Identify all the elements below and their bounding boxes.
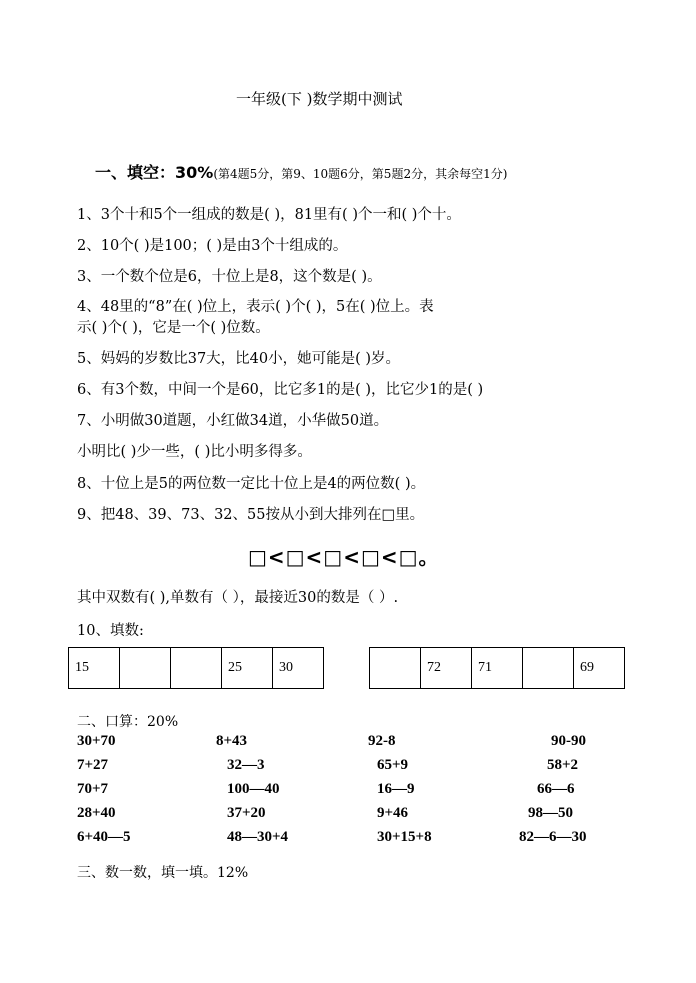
calc-item: 30+15+8	[377, 829, 432, 845]
section-3-heading: 三、数一数，填一填。12%	[77, 865, 249, 881]
calc-item: 58+2	[547, 757, 579, 773]
calc-item: 65+9	[377, 757, 409, 773]
question-7-line-2: 小明比( )少一些，( )比小明多得多。	[77, 444, 312, 460]
sequence-cell[interactable]	[171, 648, 222, 689]
sequence-cell[interactable]	[523, 648, 574, 689]
section-1-heading	[95, 160, 507, 183]
question-5: 5、妈妈的岁数比37大，比40小，她可能是( )岁。	[77, 351, 401, 367]
section-2-heading: 二、口算：20%	[77, 714, 179, 730]
sequence-cell[interactable]: 25	[222, 648, 273, 689]
calc-item: 70+7	[77, 781, 109, 797]
calc-item: 16—9	[377, 781, 415, 797]
calc-item: 92-8	[368, 733, 396, 749]
calc-item: 82—6—30	[519, 829, 587, 845]
sequence-cell[interactable]	[120, 648, 171, 689]
sequence-table-2	[369, 647, 625, 689]
calc-item: 66—6	[537, 781, 575, 797]
sequence-cell[interactable]: 30	[273, 648, 324, 689]
calc-item: 32—3	[227, 757, 265, 773]
section-1-title: 一、填空：30%	[95, 163, 214, 182]
question-4-line-2: 示( )个( )，它是一个( )位数。	[77, 320, 270, 336]
calc-item: 37+20	[227, 805, 266, 821]
sequence-cell[interactable]: 15	[69, 648, 120, 689]
question-6: 6、有3个数，中间一个是60，比它多1的是( )，比它少1的是( )	[77, 382, 484, 398]
question-4-line-1: 4、48里的“8”在( )位上，表示( )个( )，5在( )位上。表	[77, 299, 434, 315]
question-9: 9、把48、39、73、32、55按从小到大排列在□里。	[77, 507, 425, 523]
sequence-cell[interactable]: 69	[574, 648, 625, 689]
section-1-note: (第4题5分，第9、10题6分，第5题2分，其余每空1分)	[213, 167, 508, 181]
calc-item: 7+27	[77, 757, 109, 773]
calc-item: 98—50	[528, 805, 573, 821]
ordering-boxes: □<□<□<□<□。	[248, 545, 440, 569]
sequence-table-1	[68, 647, 324, 689]
question-7: 7、小明做30道题，小红做34道，小华做50道。	[77, 413, 389, 429]
sequence-cell[interactable]: 71	[472, 648, 523, 689]
calc-item: 9+46	[377, 805, 409, 821]
calc-item: 28+40	[77, 805, 116, 821]
calc-item: 100—40	[227, 781, 280, 797]
sequence-cell[interactable]: 72	[421, 648, 472, 689]
sequence-cell[interactable]	[370, 648, 421, 689]
page-title: 一年级(下 )数学期中测试	[236, 90, 403, 108]
odd-even-question: 其中双数有( ),单数有（ ），最接近30的数是（ ）.	[77, 590, 399, 606]
question-1: 1、3个十和5个一组成的数是( )，81里有( )个一和( )个十。	[77, 207, 461, 223]
calc-item: 48—30+4	[227, 829, 289, 845]
question-8: 8、十位上是5的两位数一定比十位上是4的两位数( )。	[77, 476, 426, 492]
calc-item: 30+70	[77, 733, 116, 749]
question-2: 2、10个( )是100；( )是由3个十组成的。	[77, 238, 348, 254]
calc-item: 90-90	[551, 733, 586, 749]
question-10-label: 10、填数:	[77, 623, 144, 639]
calc-item: 8+43	[216, 733, 248, 749]
question-3: 3、一个数个位是6，十位上是8，这个数是( )。	[77, 269, 382, 285]
calc-item: 6+40—5	[77, 829, 131, 845]
